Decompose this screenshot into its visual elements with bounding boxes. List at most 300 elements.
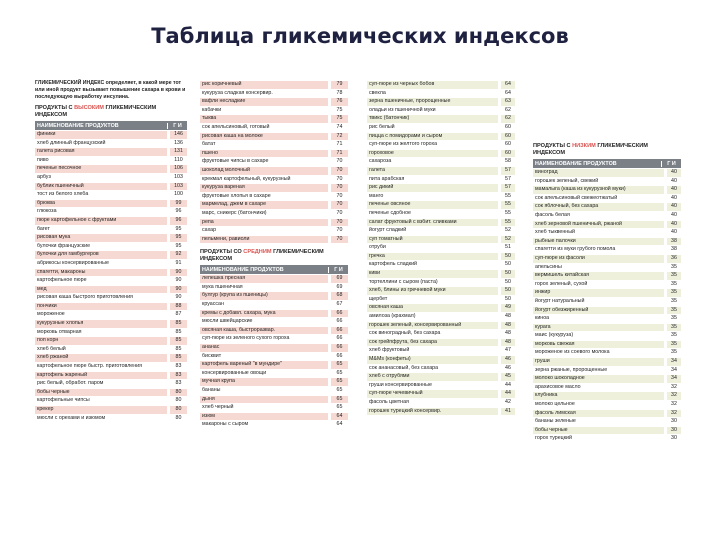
product-name: суп-пюре из желтого гороха bbox=[367, 141, 498, 149]
table-row bbox=[35, 285, 187, 294]
header-gi: Г И bbox=[328, 267, 348, 273]
product-name: овсяная каша, быстроразвар. bbox=[200, 327, 328, 335]
gi-value: 42 bbox=[501, 399, 515, 407]
gi-value: 80 bbox=[170, 406, 187, 414]
product-name: кукуруза сладкая консервир. bbox=[200, 90, 328, 98]
product-name: M&Ms (конфеты) bbox=[367, 356, 498, 364]
product-name: изюм bbox=[200, 413, 328, 421]
gi-value: 69 bbox=[331, 275, 348, 283]
table-row bbox=[200, 283, 348, 292]
table-row bbox=[533, 417, 681, 426]
gi-value: 40 bbox=[667, 212, 681, 220]
table-row bbox=[35, 276, 187, 285]
table-row bbox=[200, 326, 348, 335]
table-row bbox=[367, 269, 515, 278]
product-name: киви bbox=[367, 270, 498, 278]
gi-value: 110 bbox=[170, 157, 187, 165]
table-rows bbox=[200, 274, 348, 429]
product-name: мармелад, джем в сахаре bbox=[200, 201, 328, 209]
gi-value: 70 bbox=[331, 219, 348, 227]
table-row bbox=[533, 194, 681, 203]
table-row bbox=[200, 140, 348, 149]
table-row bbox=[200, 412, 348, 421]
table-row bbox=[367, 183, 515, 192]
table-row bbox=[35, 233, 187, 242]
gi-value: 96 bbox=[170, 217, 187, 225]
section-title-highlight: ВЫСОКИМ bbox=[74, 105, 104, 111]
table-row bbox=[367, 235, 515, 244]
product-name: горошек зеленый, консервированный bbox=[367, 322, 498, 330]
section-title-high bbox=[35, 105, 187, 119]
table-row bbox=[35, 242, 187, 251]
product-name: отруби bbox=[367, 244, 498, 252]
table-row bbox=[200, 317, 348, 326]
gi-value: 95 bbox=[170, 234, 187, 242]
product-name: картофель сладкий bbox=[367, 261, 498, 269]
gi-value: 34 bbox=[667, 375, 681, 383]
gi-value: 70 bbox=[331, 184, 348, 192]
product-name: бобы черные bbox=[35, 389, 167, 397]
section-title-highlight: СРЕДНИМ bbox=[243, 249, 272, 256]
product-name: сок апельсиновый, готовый bbox=[200, 124, 328, 132]
table-row bbox=[35, 302, 187, 311]
gi-value: 87 bbox=[170, 311, 187, 319]
table-row bbox=[367, 338, 515, 347]
section-title-low bbox=[533, 143, 681, 157]
table-row bbox=[367, 200, 515, 209]
table-rows bbox=[367, 80, 515, 415]
product-name: финики bbox=[35, 131, 167, 139]
page-title: Таблица гликемических индексов bbox=[151, 24, 569, 48]
product-name: горошек турецкий консервир. bbox=[367, 408, 498, 416]
table-row bbox=[35, 362, 187, 371]
gi-value: 131 bbox=[170, 148, 187, 156]
gi-value: 48 bbox=[501, 313, 515, 321]
intro-text: ГЛИКЕМИЧЕСКИЙ ИНДЕКС определяет, в какой мере тот или иной продукт вызывает повышение сахара в крови и последующую выработку инсулина. bbox=[35, 80, 186, 100]
gi-value: 88 bbox=[170, 303, 187, 311]
table-row bbox=[35, 259, 187, 268]
table-row bbox=[367, 364, 515, 373]
gi-value: 30 bbox=[667, 435, 681, 443]
product-name: маис (кукуруза) bbox=[533, 332, 664, 340]
product-name: рыбные палочки bbox=[533, 238, 664, 246]
gi-value: 72 bbox=[331, 133, 348, 141]
product-name: мороженое bbox=[35, 311, 167, 319]
header-gi: Г И bbox=[167, 123, 187, 129]
product-name: тыква bbox=[200, 115, 328, 123]
table-row bbox=[367, 278, 515, 287]
product-name: пюре картофельное с фруктами bbox=[35, 217, 167, 225]
product-name: печенье овсяное bbox=[367, 201, 498, 209]
table-row bbox=[35, 310, 187, 319]
product-name: мюсли швейцарские bbox=[200, 318, 328, 326]
table-row bbox=[367, 80, 515, 89]
table-row bbox=[200, 291, 348, 300]
gi-value: 35 bbox=[667, 324, 681, 332]
gi-value: 69 bbox=[331, 284, 348, 292]
column-4 bbox=[533, 140, 681, 443]
table-row bbox=[367, 389, 515, 398]
product-name: груши bbox=[533, 358, 664, 366]
gi-value: 65 bbox=[331, 396, 348, 404]
product-name: марс, сникерс (батончики) bbox=[200, 210, 328, 218]
table-row bbox=[200, 235, 348, 244]
product-name: апельсины bbox=[533, 264, 664, 272]
gi-value: 60 bbox=[501, 124, 515, 132]
gi-value: 74 bbox=[331, 124, 348, 132]
gi-value: 38 bbox=[667, 246, 681, 254]
product-name: гречка bbox=[367, 253, 498, 261]
product-name: суп-пюре из зеленого сухого гороха bbox=[200, 335, 328, 343]
gi-value: 50 bbox=[501, 279, 515, 287]
table-row bbox=[367, 97, 515, 106]
gi-value: 60 bbox=[501, 133, 515, 141]
product-name: хлеб зерновой пшеничный, ржаной bbox=[533, 221, 664, 229]
gi-value: 90 bbox=[170, 294, 187, 302]
table-row bbox=[200, 149, 348, 158]
product-name: арбуз bbox=[35, 174, 167, 182]
product-name: горошек зеленый, свежий bbox=[533, 178, 664, 186]
gi-value: 70 bbox=[331, 193, 348, 201]
gi-value: 40 bbox=[667, 229, 681, 237]
product-name: бобы черные bbox=[533, 427, 664, 435]
gi-value: 48 bbox=[501, 330, 515, 338]
product-name: спагетти из муки грубого помола bbox=[533, 246, 664, 254]
table-row bbox=[533, 357, 681, 366]
gi-value: 103 bbox=[170, 174, 187, 182]
gi-value: 57 bbox=[501, 184, 515, 192]
table-row bbox=[200, 360, 348, 369]
gi-value: 66 bbox=[331, 327, 348, 335]
product-name: арахисовое масло bbox=[533, 384, 664, 392]
table-row bbox=[533, 271, 681, 280]
product-name: свекла bbox=[367, 90, 498, 98]
table-row bbox=[533, 177, 681, 186]
table-row bbox=[533, 366, 681, 375]
product-name: фасоль цветная bbox=[367, 399, 498, 407]
table-row bbox=[200, 377, 348, 386]
table-row bbox=[200, 200, 348, 209]
product-name: мороженое из соевого молока bbox=[533, 349, 664, 357]
product-name: сок грейпфрута, без сахара bbox=[367, 339, 498, 347]
product-name: мюсли с орехами и изюмом bbox=[35, 415, 167, 423]
product-name: батат bbox=[200, 141, 328, 149]
product-name: салат фруктовый с взбит. сливками bbox=[367, 219, 498, 227]
product-name: киноа bbox=[533, 315, 664, 323]
product-name: зерна ржаные, пророщенные bbox=[533, 367, 664, 375]
gi-value: 30 bbox=[667, 427, 681, 435]
table-row bbox=[367, 209, 515, 218]
product-name: гороховое bbox=[367, 150, 498, 158]
gi-value: 80 bbox=[170, 389, 187, 397]
gi-value: 90 bbox=[170, 277, 187, 285]
table-row bbox=[533, 374, 681, 383]
table-row bbox=[367, 89, 515, 98]
table-row bbox=[35, 396, 187, 405]
gi-value: 60 bbox=[501, 150, 515, 158]
table-row bbox=[533, 168, 681, 177]
product-name: хлеб ржаной bbox=[35, 354, 167, 362]
table-row bbox=[200, 309, 348, 318]
section-title-suffix: ГЛИКЕМИЧЕСКИМ ИНДЕКСОМ bbox=[200, 249, 324, 263]
product-name: пшено bbox=[200, 150, 328, 158]
product-name: сок апельсиновый свежеотжатый bbox=[533, 195, 664, 203]
table-row bbox=[200, 334, 348, 343]
table-row bbox=[200, 166, 348, 175]
product-name: картофель вареный "в мундире" bbox=[200, 361, 328, 369]
section-title-medium bbox=[200, 249, 348, 263]
table-row bbox=[35, 139, 187, 148]
gi-value: 57 bbox=[501, 176, 515, 184]
gi-value: 95 bbox=[170, 243, 187, 251]
product-name: амилоза (крахмал) bbox=[367, 313, 498, 321]
product-name: сахар bbox=[200, 227, 328, 235]
section-title-prefix: ПРОДУКТЫ С bbox=[533, 143, 573, 149]
gi-value: 58 bbox=[501, 158, 515, 166]
table-row bbox=[35, 199, 187, 208]
product-name: груши консервированные bbox=[367, 382, 498, 390]
table-row bbox=[35, 268, 187, 277]
gi-value: 70 bbox=[331, 176, 348, 184]
product-name: овсяная каша bbox=[367, 304, 498, 312]
product-name: пиво bbox=[35, 157, 167, 165]
table-row bbox=[35, 250, 187, 259]
product-name: манго bbox=[367, 193, 498, 201]
product-name: суп-пюре из черных бобов bbox=[367, 81, 498, 89]
gi-value: 48 bbox=[501, 322, 515, 330]
product-name: горох зеленый, сухой bbox=[533, 281, 664, 289]
gi-value: 66 bbox=[331, 318, 348, 326]
gi-value: 51 bbox=[501, 244, 515, 252]
gi-value: 85 bbox=[170, 329, 187, 337]
table-row bbox=[533, 383, 681, 392]
table-row bbox=[367, 321, 515, 330]
gi-value: 55 bbox=[501, 219, 515, 227]
table-row bbox=[367, 295, 515, 304]
gi-value: 55 bbox=[501, 201, 515, 209]
product-name: булочки французские bbox=[35, 243, 167, 251]
section-title-suffix: ГЛИКЕМИЧЕСКИМ ИНДЕКСОМ bbox=[35, 105, 157, 118]
table-row bbox=[200, 343, 348, 352]
table-row bbox=[367, 355, 515, 364]
table-header bbox=[200, 265, 348, 274]
table-row bbox=[367, 260, 515, 269]
product-name: бисквит bbox=[200, 353, 328, 361]
gi-value: 35 bbox=[667, 264, 681, 272]
table-row bbox=[200, 369, 348, 378]
product-name: щербет bbox=[367, 296, 498, 304]
gi-value: 66 bbox=[331, 310, 348, 318]
gi-value: 66 bbox=[331, 344, 348, 352]
table-row bbox=[367, 312, 515, 321]
product-name: фруктовые хлопья в сахаре bbox=[200, 193, 328, 201]
table-row bbox=[367, 252, 515, 261]
product-name: горох турецкий bbox=[533, 435, 664, 443]
table-row bbox=[367, 329, 515, 338]
table-row bbox=[200, 123, 348, 132]
table-row bbox=[367, 157, 515, 166]
gi-value: 50 bbox=[501, 261, 515, 269]
table-row bbox=[35, 216, 187, 225]
table-row bbox=[35, 173, 187, 182]
gi-value: 35 bbox=[667, 272, 681, 280]
table-row bbox=[35, 225, 187, 234]
table-row bbox=[35, 130, 187, 139]
table-row bbox=[367, 381, 515, 390]
gi-value: 92 bbox=[170, 251, 187, 259]
gi-value: 146 bbox=[170, 131, 187, 139]
table-row bbox=[533, 254, 681, 263]
table-row bbox=[200, 183, 348, 192]
product-name: тост из белого хлеба bbox=[35, 191, 167, 199]
gi-value: 48 bbox=[501, 339, 515, 347]
table-row bbox=[35, 371, 187, 380]
table-row bbox=[367, 303, 515, 312]
product-name: молоко шоколадное bbox=[533, 375, 664, 383]
table-row bbox=[533, 306, 681, 315]
table-row bbox=[533, 220, 681, 229]
gi-value: 50 bbox=[501, 287, 515, 295]
product-name: багет bbox=[35, 226, 167, 234]
product-name: крекер bbox=[35, 406, 167, 414]
product-name: тортеллини с сыром (паста) bbox=[367, 279, 498, 287]
gi-value: 35 bbox=[667, 289, 681, 297]
gi-value: 85 bbox=[170, 337, 187, 345]
product-name: сахароза bbox=[367, 158, 498, 166]
gi-value: 85 bbox=[170, 354, 187, 362]
product-name: картофельное пюре bbox=[35, 277, 167, 285]
product-name: инжир bbox=[533, 289, 664, 297]
gi-value: 50 bbox=[501, 296, 515, 304]
gi-value: 65 bbox=[331, 378, 348, 386]
column-1 bbox=[35, 80, 187, 422]
product-name: бублик пшеничный bbox=[35, 183, 167, 191]
table-row bbox=[35, 156, 187, 165]
table-row bbox=[200, 386, 348, 395]
table-header bbox=[35, 121, 187, 130]
product-name: рис коричневый bbox=[200, 81, 328, 89]
product-name: сок яблочный, без сахара bbox=[533, 203, 664, 211]
gi-value: 99 bbox=[170, 200, 187, 208]
product-name: твикс (батончик) bbox=[367, 115, 498, 123]
product-name: кукуруза вареная bbox=[200, 184, 328, 192]
table-row bbox=[200, 132, 348, 141]
table-row bbox=[35, 147, 187, 156]
gi-value: 50 bbox=[501, 270, 515, 278]
table-row bbox=[367, 140, 515, 149]
table-row bbox=[367, 286, 515, 295]
gi-value: 70 bbox=[331, 236, 348, 244]
gi-value: 55 bbox=[501, 210, 515, 218]
table-row bbox=[35, 345, 187, 354]
table-row bbox=[367, 218, 515, 227]
product-name: картофельное пюре быстр. приготовления bbox=[35, 363, 167, 371]
gi-value: 66 bbox=[331, 335, 348, 343]
table-row bbox=[35, 336, 187, 345]
gi-value: 41 bbox=[501, 408, 515, 416]
product-name: ананас bbox=[200, 344, 328, 352]
table-rows bbox=[200, 80, 348, 243]
product-name: виноград bbox=[533, 169, 664, 177]
table-row bbox=[367, 407, 515, 416]
product-name: рис белый bbox=[367, 124, 498, 132]
product-name: йогурт обезжиренный bbox=[533, 307, 664, 315]
product-name: суп-пюре чечевичный bbox=[367, 390, 498, 398]
product-name: пончики bbox=[35, 303, 167, 311]
section-title-suffix: ГЛИКЕМИЧЕСКИМ ИНДЕКСОМ bbox=[533, 143, 648, 156]
product-name: спагетти, макароны bbox=[35, 269, 167, 277]
table-row bbox=[35, 164, 187, 173]
gi-value: 70 bbox=[331, 201, 348, 209]
product-name: глюкоза bbox=[35, 208, 167, 216]
table-row bbox=[533, 391, 681, 400]
gi-value: 70 bbox=[331, 158, 348, 166]
table-row bbox=[35, 319, 187, 328]
product-name: хлеб белый bbox=[35, 346, 167, 354]
table-row bbox=[367, 243, 515, 252]
product-name: сок виноградный, без сахара bbox=[367, 330, 498, 338]
product-name: пицца с помидорами и сыром bbox=[367, 133, 498, 141]
gi-value: 40 bbox=[667, 169, 681, 177]
product-name: хлеб, блины из гречневой муки bbox=[367, 287, 498, 295]
product-name: мука пшеничная bbox=[200, 284, 328, 292]
gi-value: 32 bbox=[667, 410, 681, 418]
product-name: кукурузные хлопья bbox=[35, 320, 167, 328]
product-name: пельмени, равиоли bbox=[200, 236, 328, 244]
gi-value: 52 bbox=[501, 236, 515, 244]
table-row bbox=[367, 132, 515, 141]
table-row bbox=[533, 211, 681, 220]
table-row bbox=[200, 300, 348, 309]
product-name: макароны с сыром bbox=[200, 421, 328, 429]
table-row bbox=[533, 288, 681, 297]
table-row bbox=[367, 123, 515, 132]
table-row bbox=[35, 190, 187, 199]
product-name: курага bbox=[533, 324, 664, 332]
product-name: пита арабская bbox=[367, 176, 498, 184]
gi-value: 79 bbox=[331, 81, 348, 89]
column-2 bbox=[200, 80, 348, 429]
table-row bbox=[200, 209, 348, 218]
table-row bbox=[35, 293, 187, 302]
table-row bbox=[200, 218, 348, 227]
gi-value: 95 bbox=[170, 226, 187, 234]
product-name: суп томатный bbox=[367, 236, 498, 244]
table-row bbox=[533, 331, 681, 340]
product-name: суп-пюре из фасоли bbox=[533, 255, 664, 263]
gi-value: 103 bbox=[170, 183, 187, 191]
product-name: рисовая каша быстрого приготовления bbox=[35, 294, 167, 302]
gi-value: 75 bbox=[331, 107, 348, 115]
gi-value: 35 bbox=[667, 281, 681, 289]
product-name: дыня bbox=[200, 396, 328, 404]
gi-value: 44 bbox=[501, 390, 515, 398]
table-row bbox=[533, 340, 681, 349]
gi-value: 71 bbox=[331, 141, 348, 149]
gi-value: 36 bbox=[667, 255, 681, 263]
gi-value: 44 bbox=[501, 382, 515, 390]
gi-value: 65 bbox=[331, 370, 348, 378]
table-row bbox=[367, 372, 515, 381]
product-name: хлеб с отрубями bbox=[367, 373, 498, 381]
header-name: НАИМЕНОВАНИЕ ПРОДУКТОВ bbox=[37, 122, 119, 129]
gi-value: 90 bbox=[170, 286, 187, 294]
section-title-prefix: ПРОДУКТЫ СО bbox=[200, 249, 244, 256]
gi-value: 70 bbox=[331, 227, 348, 235]
gi-value: 32 bbox=[667, 384, 681, 392]
table-row bbox=[200, 80, 348, 89]
gi-value: 62 bbox=[501, 115, 515, 123]
